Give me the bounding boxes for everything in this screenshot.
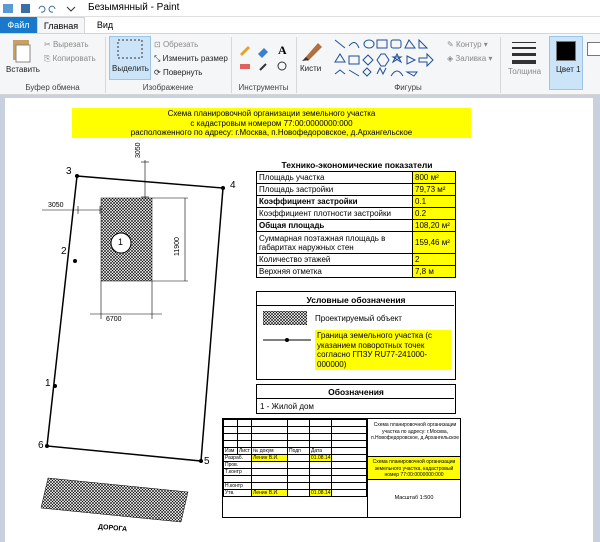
stamp-title-cell: Схема планировочной организации земельного участка, кадастровый номер 77:00:0000000:000 [368,456,460,480]
legend-box [256,291,456,380]
shapes-group-label: Фигуры [394,83,422,92]
title-bar [0,0,600,17]
legend-hatch-swatch [263,311,307,325]
tep-label: Площадь участка [257,172,413,184]
group-divider [296,37,297,93]
site-plan [0,140,250,542]
select-icon [110,37,150,63]
ribbon [0,33,600,95]
stamp-date: 01.08.14 [311,490,331,496]
dim-label: 3050 [48,202,64,209]
brushes-button[interactable] [298,37,328,81]
stamp-header: Изм [224,448,238,455]
road [41,478,188,522]
paste-button[interactable] [4,37,38,81]
legend-item: Проектируемый объект [315,314,402,323]
brushes-label: Кисти [300,64,322,73]
stamp-row [224,455,367,462]
table-row [257,172,456,184]
legend-item: Граница земельного участка (с указанием поворотных точек согласно ГПЗУ RU77-241000-000000) [315,330,451,370]
designation-item: 1 - Жилой дом [260,402,314,411]
stamp-header: № докум [252,448,288,455]
line-thickness-icon [504,37,544,67]
drawing-title [72,108,471,138]
color-picker-icon [260,64,266,70]
designations-divider [257,398,454,399]
pencil-icon [240,46,250,56]
dim-label: 6700 [106,316,122,323]
select-button[interactable] [109,36,151,80]
table-row [257,208,456,220]
tep-value: 7,8 м [413,266,456,278]
designations-title: Обозначения [328,387,384,397]
tep-label: Коэффициент плотности застройки [257,208,413,220]
fill-bucket-icon [258,48,268,58]
title-line: Схема планировочной организации земельного участка [167,109,376,118]
fill-label: Заливка [455,54,487,63]
table-row [257,184,456,196]
corner-number: 5 [204,456,210,467]
stamp-role: Утв. [224,490,252,497]
outline-button[interactable]: ✎ Контур ▾ [447,40,488,49]
stamp-header: Дата [310,448,332,455]
stamp-name: Ленин В.И. [252,455,288,462]
paste-label: Вставить [6,65,40,74]
stamp-role: Разраб. [224,455,252,462]
image-group-label: Изображение [142,83,194,92]
title-stamp [222,418,461,518]
tab-view[interactable]: Вид [96,20,114,30]
tep-label: Верхняя отметка [257,266,413,278]
tep-title: Технико-экономические показатели [281,160,433,170]
select-label: Выделить [112,64,149,73]
resize-label: Изменить размер [162,54,228,63]
building-number: 1 [118,237,124,247]
fill-button[interactable]: ◈ Заливка ▾ [447,54,493,63]
corner-number: 3 [66,166,72,177]
stamp-header: Подп [288,448,310,455]
undo-icon [39,6,45,12]
tep-label: Площадь застройки [257,184,413,196]
stamp-org-text: Схема планировочной организации участка по адресу: г.Москва, п.Новофедоровское, д.Архангельское [370,422,460,441]
magnifier-icon [278,62,286,70]
dim-label: 3050 [135,142,142,158]
group-divider [500,37,501,93]
legend-title: Условные обозначения [306,295,406,305]
road-label: ДОРОГА [97,523,128,534]
stamp-scale: Масштаб 1:500 [394,495,434,501]
tep-label: Суммарная поэтажная площадь в габаритах наружных стен [257,232,413,254]
designations-box [256,384,456,414]
tep-value: 0.1 [413,196,456,208]
quick-access-toolbar [3,3,83,15]
stamp-role: Пров. [224,462,252,469]
stamp-row [224,490,367,497]
paint-app-icon [3,4,13,13]
dim-label: 11900 [174,237,181,256]
chevron-down-icon [67,7,75,11]
size-label: Толщина [508,67,542,76]
tools-group-label: Инструменты [238,83,289,92]
table-row [257,232,456,254]
tep-label: Общая площадь [257,220,413,232]
corner-number: 1 [45,378,51,389]
eraser-icon [240,64,250,69]
stamp-role: Н.контр [224,483,252,490]
stamp-role: Т.контр [224,469,252,476]
legend-boundary-line [263,336,311,344]
stamp-name: Ленин В.И. [252,490,288,497]
stamp-grid [223,419,367,497]
cut-button[interactable]: ✂ Вырезать [44,40,89,49]
tep-value: 79,73 м² [413,184,456,196]
color1-swatch [556,41,576,61]
window-title: Безымянный - Paint [88,2,180,13]
save-icon [21,4,30,13]
color2-swatch [587,42,600,56]
tep-value: 2 [413,254,456,266]
stamp-header-row [224,448,367,455]
clipboard-group-label: Буфер обмена [25,83,80,92]
corner-number: 4 [230,180,236,191]
copy-button[interactable]: ⎘ Копировать [44,54,96,63]
brush-icon [298,37,328,63]
shapes-gallery[interactable] [333,38,441,78]
ribbon-tabs [0,17,600,33]
color1-button[interactable] [549,36,583,90]
tab-home[interactable]: Главная [37,17,85,33]
stamp-date: 01.08.14 [311,455,331,461]
redo-icon [49,6,55,12]
resize-button[interactable]: ⤡ Изменить размер [154,54,228,63]
crop-label: Обрезать [162,40,199,49]
table-row [257,220,456,232]
legend-divider [257,305,454,306]
tep-label: Коэффициент застройки [257,196,413,208]
rotate-button[interactable]: ⟳ Повернуть [154,68,203,77]
color2-button[interactable] [585,36,600,90]
cut-label: Вырезать [52,40,89,49]
table-row [257,254,456,266]
title-line: расположенного по адресу: г.Москва, п.Новофедоровское, д.Архангельское [130,128,413,137]
tep-value: 159,46 м² [413,232,456,254]
size-button[interactable] [504,37,546,93]
stamp-row [224,469,367,476]
paste-icon [4,37,38,65]
outline-label: Контур [455,40,482,49]
copy-label: Копировать [52,54,96,63]
text-tool-icon: A [278,43,287,57]
table-row [257,196,456,208]
rotate-label: Повернуть [162,68,203,77]
tep-value: 108,20 м² [413,220,456,232]
tep-value: 800 м² [413,172,456,184]
color1-label: Цвет 1 [556,65,581,74]
table-row [257,266,456,278]
stamp-row [224,483,367,490]
crop-button[interactable]: ⊡ Обрезать [154,40,199,49]
tep-label: Количество этажей [257,254,413,266]
tep-value: 0.2 [413,208,456,220]
stamp-header: Лист [239,448,250,454]
tools-panel[interactable] [236,40,292,74]
title-line: с кадастровым номером 77:00:0000000:000 [190,118,353,128]
corner-number: 6 [38,440,44,451]
tab-file[interactable]: Файл [0,17,37,33]
stamp-row [224,462,367,469]
tep-table [256,171,456,278]
corner-number: 2 [61,246,67,257]
